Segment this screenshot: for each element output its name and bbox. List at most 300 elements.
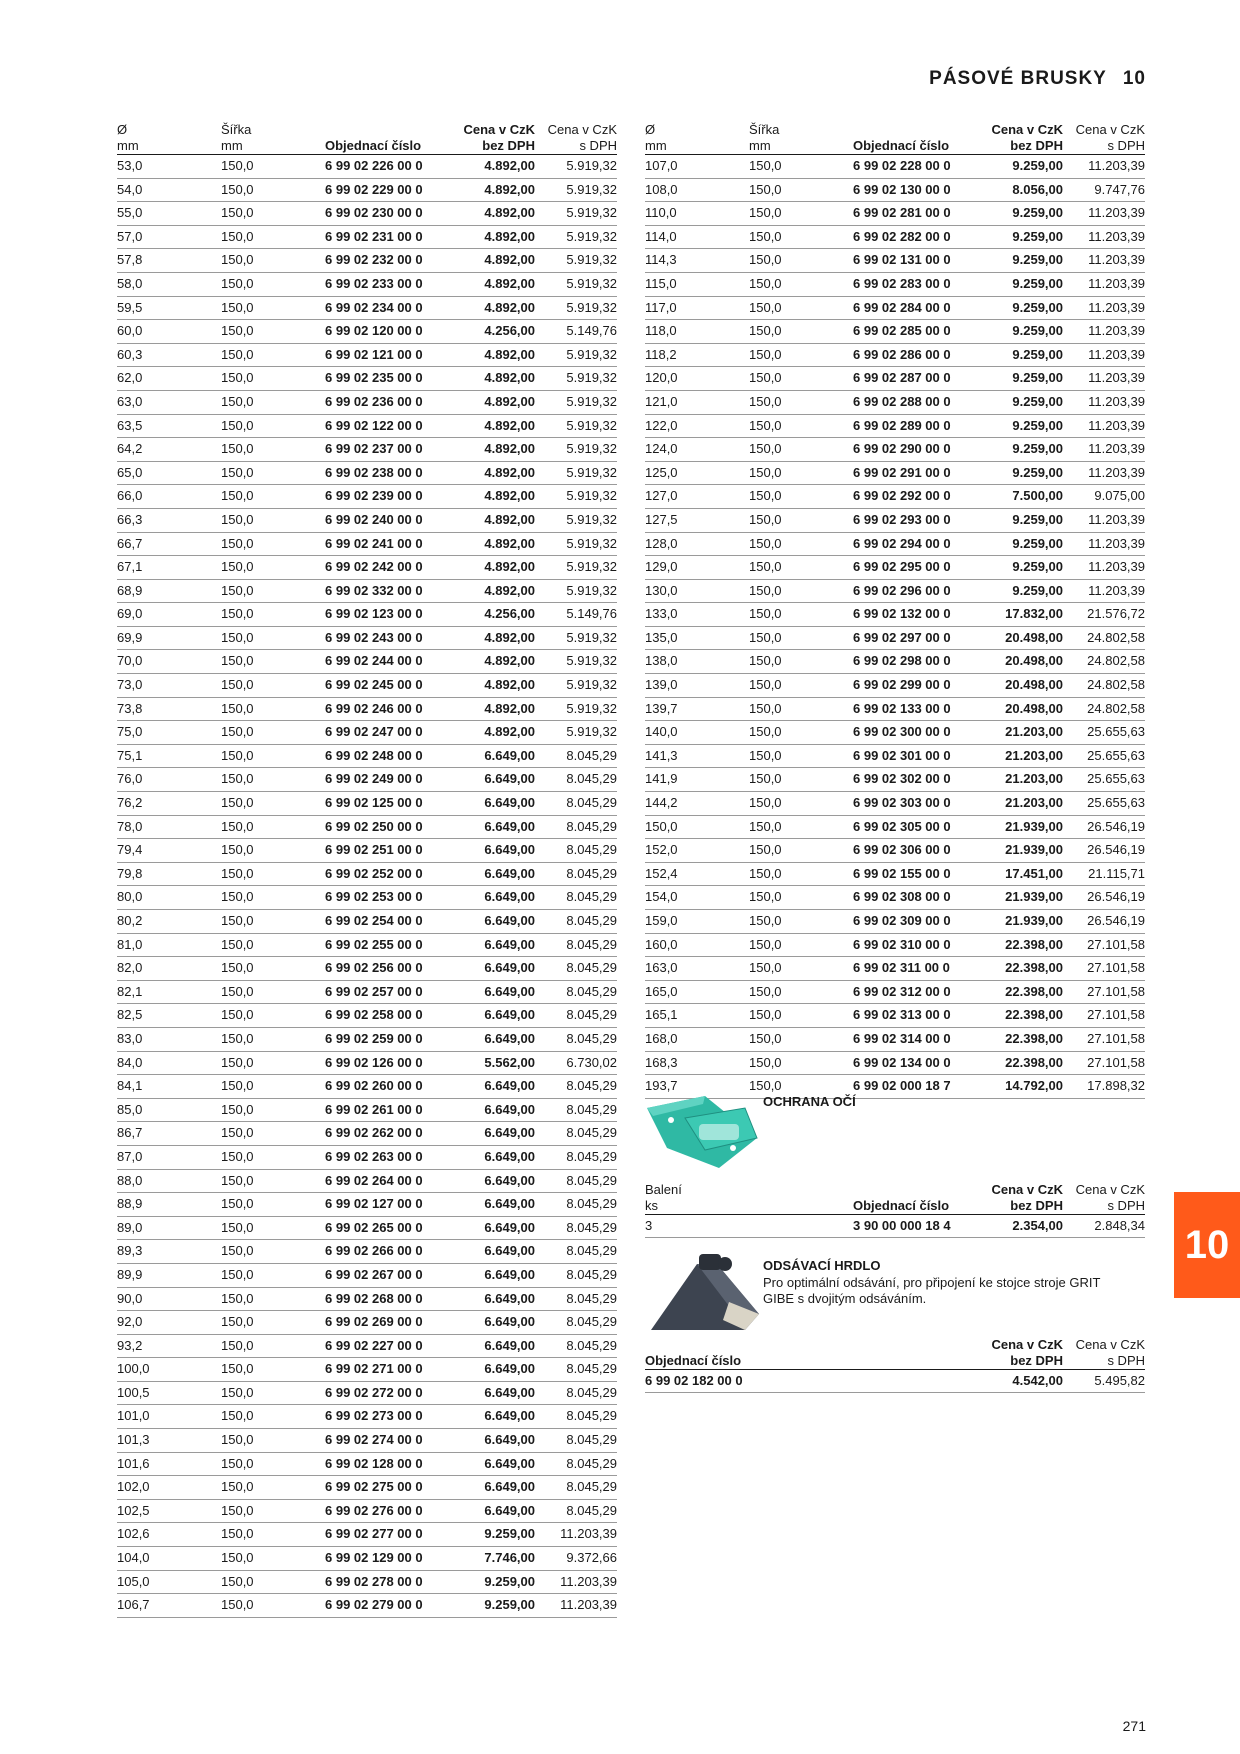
cell-diameter: 55,0 (117, 202, 221, 226)
cell-diameter: 73,0 (117, 674, 221, 698)
cell-order-number: 6 99 02 242 00 0 (325, 556, 449, 580)
cell-width: 150,0 (221, 910, 325, 934)
cell-order-number: 6 99 02 239 00 0 (325, 485, 449, 509)
cell-diameter: 67,1 (117, 556, 221, 580)
cell-width: 150,0 (221, 957, 325, 981)
cell-price-net: 9.259,00 (977, 461, 1063, 485)
cell-width: 150,0 (221, 225, 325, 249)
cell-order-number: 6 99 02 332 00 0 (325, 579, 449, 603)
cell-width: 150,0 (221, 886, 325, 910)
cell-diameter: 60,3 (117, 343, 221, 367)
cell-price-net: 6.649,00 (449, 1499, 535, 1523)
table-row (645, 367, 1145, 391)
cell-width: 150,0 (749, 1051, 853, 1075)
cell-price-gross: 5.919,32 (535, 532, 617, 556)
cell-price-gross: 8.045,29 (535, 1145, 617, 1169)
cell-width: 150,0 (221, 1216, 325, 1240)
cell-diameter: 65,0 (117, 461, 221, 485)
table-row (645, 957, 1145, 981)
cell-diameter: 84,0 (117, 1051, 221, 1075)
table-row (117, 815, 617, 839)
cell-diameter: 69,0 (117, 603, 221, 627)
cell-order-number: 6 99 02 287 00 0 (853, 367, 977, 391)
cell-width: 150,0 (221, 155, 325, 179)
cell-order-number: 6 99 02 120 00 0 (325, 320, 449, 344)
table-row (117, 272, 617, 296)
cell-width: 150,0 (221, 1287, 325, 1311)
cell-width: 150,0 (221, 1027, 325, 1051)
cell-price-net: 9.259,00 (977, 508, 1063, 532)
table-row (117, 1263, 617, 1287)
cell-width: 150,0 (221, 438, 325, 462)
cell-price-net: 21.939,00 (977, 886, 1063, 910)
cell-price-net: 21.203,00 (977, 744, 1063, 768)
cell-order-number: 6 99 02 306 00 0 (853, 839, 977, 863)
table-row (117, 485, 617, 509)
table-row (117, 1145, 617, 1169)
cell-width: 150,0 (749, 768, 853, 792)
cell-price-gross: 8.045,29 (535, 1263, 617, 1287)
cell-price-net: 9.259,00 (449, 1523, 535, 1547)
cell-width: 150,0 (749, 650, 853, 674)
cell-price-net: 22.398,00 (977, 1004, 1063, 1028)
table-row (645, 1051, 1145, 1075)
cell-price-net: 6.649,00 (449, 957, 535, 981)
cell-diameter: 129,0 (645, 556, 749, 580)
page-title: PÁSOVÉ BRUSKY (929, 68, 1107, 89)
cell-order-number: 6 99 02 276 00 0 (325, 1499, 449, 1523)
cell-order-number: 6 99 02 281 00 0 (853, 202, 977, 226)
cell-price-net: 6.649,00 (449, 1405, 535, 1429)
cell-price-gross: 8.045,29 (535, 1381, 617, 1405)
cell-price-gross: 8.045,29 (535, 1169, 617, 1193)
cell-price-net: 6.649,00 (449, 768, 535, 792)
table-row (645, 414, 1145, 438)
cell-diameter: 58,0 (117, 272, 221, 296)
cell-width: 150,0 (221, 1051, 325, 1075)
table-row (645, 485, 1145, 509)
cell-order-number: 6 99 02 231 00 0 (325, 225, 449, 249)
table-row (117, 886, 617, 910)
cell-price-gross: 11.203,39 (1063, 296, 1145, 320)
cell-width: 150,0 (749, 249, 853, 273)
cell-diameter: 141,3 (645, 744, 749, 768)
cell-width: 150,0 (749, 839, 853, 863)
cell-price-net: 4.892,00 (449, 296, 535, 320)
cell-width: 150,0 (749, 910, 853, 934)
table-row (117, 1405, 617, 1429)
table-row (117, 1216, 617, 1240)
cell-price-gross: 27.101,58 (1063, 1051, 1145, 1075)
cell-order-number: 6 99 02 233 00 0 (325, 272, 449, 296)
cell-width: 150,0 (221, 1405, 325, 1429)
cell-order-number: 6 99 02 228 00 0 (853, 155, 977, 179)
table-row (117, 1523, 617, 1547)
cell-order-number: 6 99 02 265 00 0 (325, 1216, 449, 1240)
cell-order-number: 3 90 00 000 18 4 (853, 1215, 977, 1238)
cell-price-gross: 5.919,32 (535, 650, 617, 674)
cell-price-gross: 8.045,29 (535, 933, 617, 957)
table-row (645, 1027, 1145, 1051)
cell-price-gross: 8.045,29 (535, 1499, 617, 1523)
cell-order-number: 6 99 02 155 00 0 (853, 862, 977, 886)
cell-width: 150,0 (221, 697, 325, 721)
cell-diameter: 152,4 (645, 862, 749, 886)
cell-order-number: 6 99 02 238 00 0 (325, 461, 449, 485)
cell-price-net: 4.892,00 (449, 272, 535, 296)
table-row (117, 1594, 617, 1618)
cell-price-net: 6.649,00 (449, 862, 535, 886)
cell-width: 150,0 (749, 320, 853, 344)
cell-price-net: 9.259,00 (977, 414, 1063, 438)
cell-price-net: 6.649,00 (449, 1381, 535, 1405)
table-row (117, 178, 617, 202)
cell-width: 150,0 (221, 1075, 325, 1099)
table-header-row (645, 1335, 1145, 1370)
table-row (117, 249, 617, 273)
table-row (117, 1240, 617, 1264)
table-row (117, 343, 617, 367)
cell-width: 150,0 (749, 1027, 853, 1051)
cell-price-gross: 5.919,32 (535, 485, 617, 509)
header-price-net: Cena v CzK bez DPH (977, 1180, 1063, 1215)
cell-price-net: 9.259,00 (977, 390, 1063, 414)
cell-diameter: 66,0 (117, 485, 221, 509)
cell-price-gross: 24.802,58 (1063, 626, 1145, 650)
cell-price-gross: 8.045,29 (535, 1075, 617, 1099)
cell-price-gross: 25.655,63 (1063, 721, 1145, 745)
cell-order-number: 6 99 02 310 00 0 (853, 933, 977, 957)
table-row (117, 1075, 617, 1099)
cell-order-number: 6 99 02 305 00 0 (853, 815, 977, 839)
cell-price-gross: 24.802,58 (1063, 697, 1145, 721)
cell-price-gross: 5.919,32 (535, 626, 617, 650)
cell-pack: 3 (645, 1215, 853, 1238)
cell-price-gross: 9.747,76 (1063, 178, 1145, 202)
cell-price-net: 4.892,00 (449, 674, 535, 698)
cell-price-gross: 27.101,58 (1063, 1027, 1145, 1051)
cell-width: 150,0 (221, 508, 325, 532)
cell-diameter: 120,0 (645, 367, 749, 391)
table-row (117, 839, 617, 863)
cell-diameter: 122,0 (645, 414, 749, 438)
cell-price-gross: 5.919,32 (535, 697, 617, 721)
cell-width: 150,0 (221, 556, 325, 580)
cell-price-gross: 27.101,58 (1063, 957, 1145, 981)
cell-width: 150,0 (221, 1145, 325, 1169)
cell-price-gross: 11.203,39 (1063, 202, 1145, 226)
cell-price-net: 4.892,00 (449, 650, 535, 674)
cell-order-number: 6 99 02 289 00 0 (853, 414, 977, 438)
cell-order-number: 6 99 02 311 00 0 (853, 957, 977, 981)
cell-diameter: 121,0 (645, 390, 749, 414)
cell-price-gross: 8.045,29 (535, 1098, 617, 1122)
cell-diameter: 85,0 (117, 1098, 221, 1122)
cell-width: 150,0 (221, 343, 325, 367)
table-row (645, 815, 1145, 839)
cell-order-number: 6 99 02 252 00 0 (325, 862, 449, 886)
cell-width: 150,0 (221, 1358, 325, 1382)
cell-width: 150,0 (221, 650, 325, 674)
cell-diameter: 88,9 (117, 1193, 221, 1217)
table-row (117, 1452, 617, 1476)
cell-price-gross: 11.203,39 (1063, 461, 1145, 485)
cell-order-number: 6 99 02 312 00 0 (853, 980, 977, 1004)
cell-price-gross: 9.075,00 (1063, 485, 1145, 509)
cell-diameter: 165,0 (645, 980, 749, 1004)
cell-price-gross: 5.919,32 (535, 155, 617, 179)
cell-price-net: 6.649,00 (449, 815, 535, 839)
cell-width: 150,0 (221, 721, 325, 745)
cell-width: 150,0 (749, 1075, 853, 1099)
page-header (929, 68, 1146, 90)
table-row (645, 461, 1145, 485)
cell-price-net: 20.498,00 (977, 626, 1063, 650)
cell-width: 150,0 (749, 579, 853, 603)
cell-width: 150,0 (221, 1429, 325, 1453)
cell-price-net: 4.892,00 (449, 626, 535, 650)
cell-diameter: 73,8 (117, 697, 221, 721)
cell-order-number: 6 99 02 230 00 0 (325, 202, 449, 226)
cell-width: 150,0 (749, 296, 853, 320)
cell-width: 150,0 (221, 1476, 325, 1500)
cell-price-net: 7.500,00 (977, 485, 1063, 509)
cell-price-net: 22.398,00 (977, 957, 1063, 981)
cell-price-gross: 11.203,39 (1063, 225, 1145, 249)
cell-diameter: 82,1 (117, 980, 221, 1004)
cell-diameter: 159,0 (645, 910, 749, 934)
cell-diameter: 127,0 (645, 485, 749, 509)
cell-price-gross: 8.045,29 (535, 1193, 617, 1217)
cell-price-gross: 8.045,29 (535, 1311, 617, 1335)
extraction-hood-icon (645, 1250, 765, 1336)
cell-price-gross: 25.655,63 (1063, 744, 1145, 768)
cell-width: 150,0 (749, 815, 853, 839)
cell-price-net: 6.649,00 (449, 1334, 535, 1358)
cell-price-net: 6.649,00 (449, 933, 535, 957)
cell-order-number: 6 99 02 130 00 0 (853, 178, 977, 202)
cell-width: 150,0 (749, 862, 853, 886)
cell-price-net: 6.649,00 (449, 1476, 535, 1500)
cell-price-gross: 8.045,29 (535, 815, 617, 839)
cell-diameter: 53,0 (117, 155, 221, 179)
cell-price-gross: 5.919,32 (535, 296, 617, 320)
cell-order-number: 6 99 02 313 00 0 (853, 1004, 977, 1028)
cell-price-net: 4.892,00 (449, 249, 535, 273)
cell-order-number: 6 99 02 254 00 0 (325, 910, 449, 934)
cell-width: 150,0 (221, 980, 325, 1004)
cell-diameter: 81,0 (117, 933, 221, 957)
header-order-number: Objednací číslo (853, 120, 977, 155)
table-row (645, 697, 1145, 721)
table-row (117, 768, 617, 792)
cell-price-net: 6.649,00 (449, 1452, 535, 1476)
cell-price-net: 4.892,00 (449, 556, 535, 580)
cell-width: 150,0 (221, 249, 325, 273)
table-row (117, 697, 617, 721)
cell-price-net: 21.203,00 (977, 768, 1063, 792)
cell-diameter: 102,0 (117, 1476, 221, 1500)
cell-width: 150,0 (749, 414, 853, 438)
cell-diameter: 66,7 (117, 532, 221, 556)
cell-order-number: 6 99 02 278 00 0 (325, 1570, 449, 1594)
cell-order-number: 6 99 02 129 00 0 (325, 1547, 449, 1571)
cell-width: 150,0 (749, 980, 853, 1004)
cell-diameter: 104,0 (117, 1547, 221, 1571)
cell-order-number: 6 99 02 249 00 0 (325, 768, 449, 792)
cell-price-net: 14.792,00 (977, 1075, 1063, 1099)
cell-diameter: 141,9 (645, 768, 749, 792)
table-row (117, 721, 617, 745)
cell-price-net: 6.649,00 (449, 839, 535, 863)
table-row (117, 1311, 617, 1335)
cell-order-number: 6 99 02 122 00 0 (325, 414, 449, 438)
cell-price-gross: 8.045,29 (535, 1429, 617, 1453)
cell-diameter: 79,4 (117, 839, 221, 863)
cell-price-net: 4.892,00 (449, 202, 535, 226)
cell-price-gross: 5.919,32 (535, 225, 617, 249)
cell-diameter: 100,0 (117, 1358, 221, 1382)
cell-diameter: 127,5 (645, 508, 749, 532)
cell-price-net: 6.649,00 (449, 886, 535, 910)
cell-price-gross: 11.203,39 (1063, 343, 1145, 367)
cell-width: 150,0 (221, 485, 325, 509)
table-row (117, 626, 617, 650)
cell-price-net: 21.203,00 (977, 721, 1063, 745)
cell-order-number: 6 99 02 257 00 0 (325, 980, 449, 1004)
cell-width: 150,0 (221, 461, 325, 485)
cell-width: 150,0 (221, 532, 325, 556)
cell-price-net: 4.892,00 (449, 390, 535, 414)
cell-order-number: 6 99 02 133 00 0 (853, 697, 977, 721)
cell-width: 150,0 (749, 957, 853, 981)
cell-price-net: 9.259,00 (977, 343, 1063, 367)
cell-price-gross: 8.045,29 (535, 980, 617, 1004)
cell-price-gross: 5.919,32 (535, 390, 617, 414)
table-row (117, 1381, 617, 1405)
cell-price-gross: 8.045,29 (535, 1240, 617, 1264)
table-header-row (645, 1180, 1145, 1215)
cell-order-number: 6 99 02 284 00 0 (853, 296, 977, 320)
header-pack: Balení ks (645, 1180, 853, 1215)
cell-price-gross: 11.203,39 (1063, 532, 1145, 556)
cell-price-net: 22.398,00 (977, 1051, 1063, 1075)
cell-price-net: 7.746,00 (449, 1547, 535, 1571)
cell-width: 150,0 (221, 815, 325, 839)
belt-table-left-body (117, 155, 617, 1618)
cell-order-number: 6 99 02 296 00 0 (853, 579, 977, 603)
cell-price-net: 20.498,00 (977, 650, 1063, 674)
cell-price-gross: 8.045,29 (535, 839, 617, 863)
cell-diameter: 193,7 (645, 1075, 749, 1099)
cell-price-net: 9.259,00 (977, 272, 1063, 296)
cell-price-gross: 25.655,63 (1063, 768, 1145, 792)
table-row (645, 674, 1145, 698)
table-row (645, 1215, 1145, 1238)
cell-width: 150,0 (749, 933, 853, 957)
cell-diameter: 75,0 (117, 721, 221, 745)
cell-width: 150,0 (221, 414, 325, 438)
cell-price-gross: 26.546,19 (1063, 839, 1145, 863)
cell-diameter: 84,1 (117, 1075, 221, 1099)
cell-price-gross: 11.203,39 (1063, 438, 1145, 462)
cell-width: 150,0 (221, 1334, 325, 1358)
table-row (645, 320, 1145, 344)
cell-diameter: 66,3 (117, 508, 221, 532)
cell-price-gross: 5.919,32 (535, 202, 617, 226)
cell-diameter: 124,0 (645, 438, 749, 462)
table-row (117, 1004, 617, 1028)
table-row (117, 1476, 617, 1500)
cell-order-number: 6 99 02 260 00 0 (325, 1075, 449, 1099)
cell-price-gross: 25.655,63 (1063, 792, 1145, 816)
cell-price-net: 4.892,00 (449, 461, 535, 485)
cell-diameter: 125,0 (645, 461, 749, 485)
cell-price-net: 22.398,00 (977, 980, 1063, 1004)
cell-price-net: 9.259,00 (977, 367, 1063, 391)
cell-diameter: 168,3 (645, 1051, 749, 1075)
cell-diameter: 150,0 (645, 815, 749, 839)
cell-price-gross: 5.919,32 (535, 579, 617, 603)
cell-price-gross: 11.203,39 (1063, 320, 1145, 344)
cell-price-net: 6.649,00 (449, 1169, 535, 1193)
cell-price-net: 6.649,00 (449, 1358, 535, 1382)
cell-order-number: 6 99 02 286 00 0 (853, 343, 977, 367)
table-row (645, 202, 1145, 226)
table-row (645, 438, 1145, 462)
cell-width: 150,0 (749, 178, 853, 202)
extraction-hose-image (645, 1250, 765, 1341)
cell-order-number: 6 99 02 182 00 0 (645, 1370, 977, 1393)
cell-order-number: 6 99 02 299 00 0 (853, 674, 977, 698)
cell-order-number: 6 99 02 264 00 0 (325, 1169, 449, 1193)
table-header-row (117, 120, 617, 155)
cell-width: 150,0 (221, 320, 325, 344)
cell-price-gross: 11.203,39 (1063, 414, 1145, 438)
cell-price-gross: 11.203,39 (1063, 556, 1145, 580)
cell-price-net: 9.259,00 (977, 155, 1063, 179)
cell-order-number: 6 99 02 290 00 0 (853, 438, 977, 462)
cell-width: 150,0 (749, 1004, 853, 1028)
cell-price-gross: 21.115,71 (1063, 862, 1145, 886)
cell-width: 150,0 (749, 461, 853, 485)
cell-price-net: 6.649,00 (449, 980, 535, 1004)
cell-diameter: 163,0 (645, 957, 749, 981)
cell-order-number: 6 99 02 262 00 0 (325, 1122, 449, 1146)
table-row (645, 343, 1145, 367)
cell-price-gross: 26.546,19 (1063, 886, 1145, 910)
cell-price-net: 9.259,00 (977, 249, 1063, 273)
cell-price-net: 4.892,00 (449, 508, 535, 532)
cell-order-number: 6 99 02 232 00 0 (325, 249, 449, 273)
cell-order-number: 6 99 02 259 00 0 (325, 1027, 449, 1051)
cell-width: 150,0 (221, 1547, 325, 1571)
table-row (645, 155, 1145, 179)
cell-order-number: 6 99 02 268 00 0 (325, 1287, 449, 1311)
cell-price-net: 6.649,00 (449, 1429, 535, 1453)
cell-order-number: 6 99 02 131 00 0 (853, 249, 977, 273)
cell-diameter: 69,9 (117, 626, 221, 650)
cell-price-gross: 8.045,29 (535, 1334, 617, 1358)
cell-order-number: 6 99 02 241 00 0 (325, 532, 449, 556)
table-row (117, 650, 617, 674)
table-row (645, 579, 1145, 603)
cell-price-gross: 8.045,29 (535, 957, 617, 981)
cell-price-net: 6.649,00 (449, 1145, 535, 1169)
table-row (117, 862, 617, 886)
cell-price-net: 4.892,00 (449, 579, 535, 603)
cell-diameter: 78,0 (117, 815, 221, 839)
